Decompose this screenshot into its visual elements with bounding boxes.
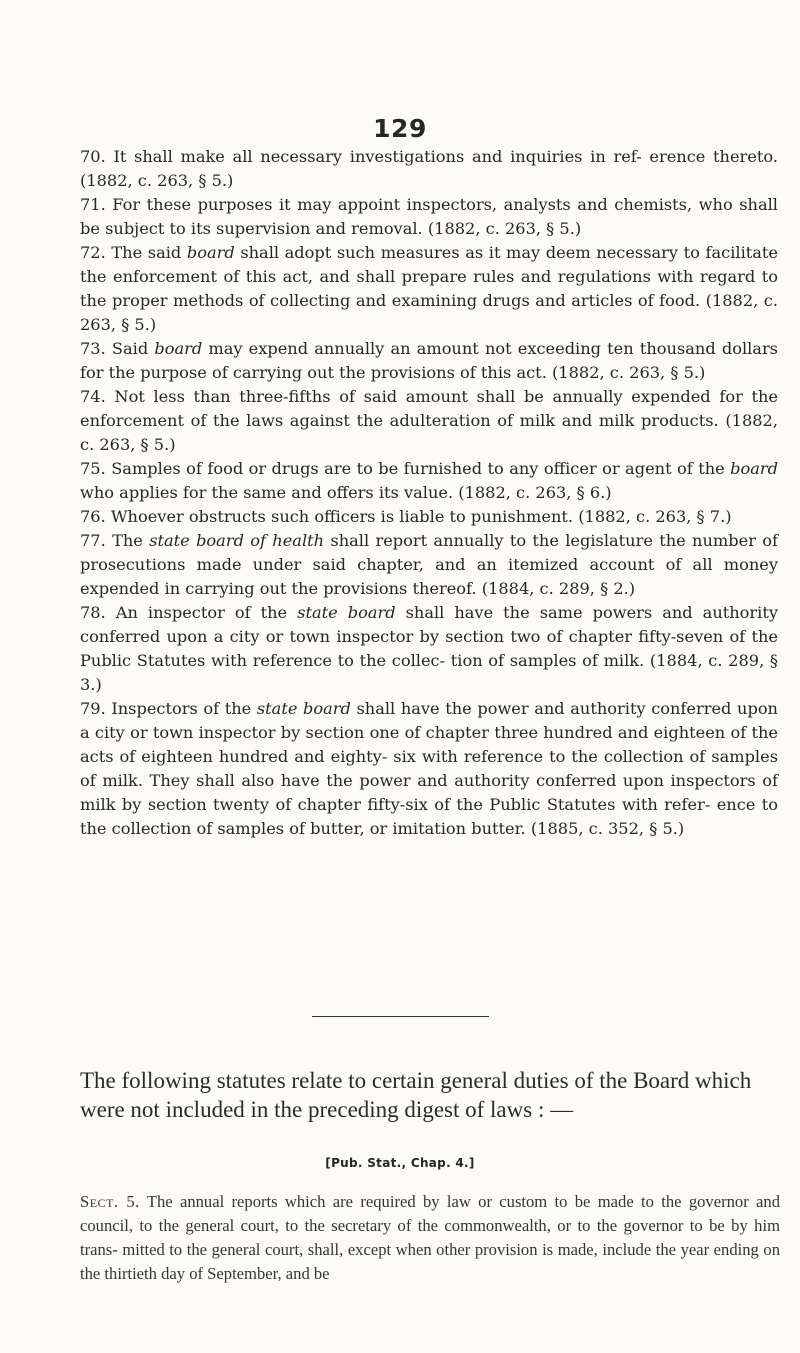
section-71	[80, 193, 778, 241]
section-text: An inspector of the	[115, 603, 298, 622]
section-text: Whoever obstructs such officers is liable to punishment. (1882, c. 263, § 7.)	[110, 507, 732, 526]
section-text: shall have the power and authority conferred upon a city or town inspector by section one of chapter three hundred and eighteen of the acts of eighteen hundred and eighty- six with reference to the collection of samples of milk. They shall also have the power and authority conferred upon inspectors of milk by section twenty of chapter fifty-six of the Public Statutes with refer- ence to the collection of samples of butter, or imitation butter. (1885, c. 352, § 5.)	[80, 699, 778, 838]
section-text: Inspectors of the	[111, 699, 257, 718]
section-text: For these purposes it may appoint inspectors, analysts and chemists, who shall be subject to its supervision and removal. (1882, c. 263, § 5.)	[80, 195, 778, 238]
section-number: 70.	[80, 147, 106, 166]
section-text: Samples of food or drugs are to be furnished to any officer or agent of the	[111, 459, 731, 478]
section-text: Said	[111, 339, 155, 358]
section-text: who applies for the same and offers its value. (1882, c. 263, § 6.)	[80, 483, 612, 502]
section-text: may expend annually an amount not exceeding ten thousand dollars for the purpose of carrying out the provisions of this act. (1882, c. 263, § 5.)	[80, 339, 778, 382]
section-number: 77.	[80, 531, 106, 550]
italic-term: board	[154, 339, 203, 358]
section-text: It shall make all necessary investigations and inquiries in ref- erence thereto. (1882, c. 263, § 5.)	[80, 147, 778, 190]
section-79	[80, 697, 778, 841]
section-74	[80, 385, 778, 457]
section-77	[80, 529, 778, 601]
section-divider	[312, 1016, 489, 1017]
section-75	[80, 457, 778, 505]
italic-term: state board of health	[149, 531, 325, 550]
section-76	[80, 505, 778, 529]
section-number: 79.	[80, 699, 106, 718]
page-number: 129	[373, 114, 427, 143]
section-73	[80, 337, 778, 385]
section-text: shall adopt such measures as it may deem necessary to facilitate the enforcement of this act, and shall prepare rules and regulations with regard to the proper methods of collecting and examining drugs and articles of food. (1882, c. 263, § 5.)	[80, 243, 778, 334]
statute-citation: [Pub. Stat., Chap. 4.]	[325, 1156, 475, 1170]
section-number: 73.	[80, 339, 106, 358]
statute-sections	[80, 145, 778, 841]
section-number: 78.	[80, 603, 106, 622]
italic-term: board	[730, 459, 779, 478]
section-text: shall report annually to the legislature the number of prosecutions made under said chapter, and an itemized account of all money expended in carrying out the provisions thereof. (1884, c. 289, § 2.)	[80, 531, 778, 598]
intro-heading: The following statutes relate to certain general duties of the Board which were not included in the preceding digest of laws : —	[80, 1068, 752, 1122]
section-number: 76.	[80, 507, 106, 526]
sect-5-paragraph	[80, 1190, 780, 1286]
sect-text: The annual reports which are required by law or custom to be made to the governor and council, to the general court, to the secretary of the commonwealth, or to the governor to be by him trans- mitted to the general court, shall, except when other provision is made, include the year ending on the thirtieth day of September, and be	[80, 1192, 780, 1283]
section-number: 72.	[80, 243, 106, 262]
section-70	[80, 145, 778, 193]
italic-term: state board	[256, 699, 351, 718]
section-number: 71.	[80, 195, 106, 214]
section-78	[80, 601, 778, 697]
section-text: The said	[111, 243, 187, 262]
section-72	[80, 241, 778, 337]
italic-term: board	[186, 243, 235, 262]
sect-label: Sect. 5.	[80, 1192, 140, 1211]
section-number: 75.	[80, 459, 106, 478]
section-text: The	[112, 531, 150, 550]
section-text: shall have the same powers and authority conferred upon a city or town inspector by section two of chapter fifty-seven of the Public Statutes with reference to the collec- tion of samples of milk. (1884, c. 289, § 3.)	[80, 603, 778, 694]
section-number: 74.	[80, 387, 106, 406]
italic-term: state board	[297, 603, 396, 622]
section-text: Not less than three-fifths of said amount shall be annually expended for the enforcement of the laws against the adulteration of milk and milk products. (1882, c. 263, § 5.)	[80, 387, 778, 454]
